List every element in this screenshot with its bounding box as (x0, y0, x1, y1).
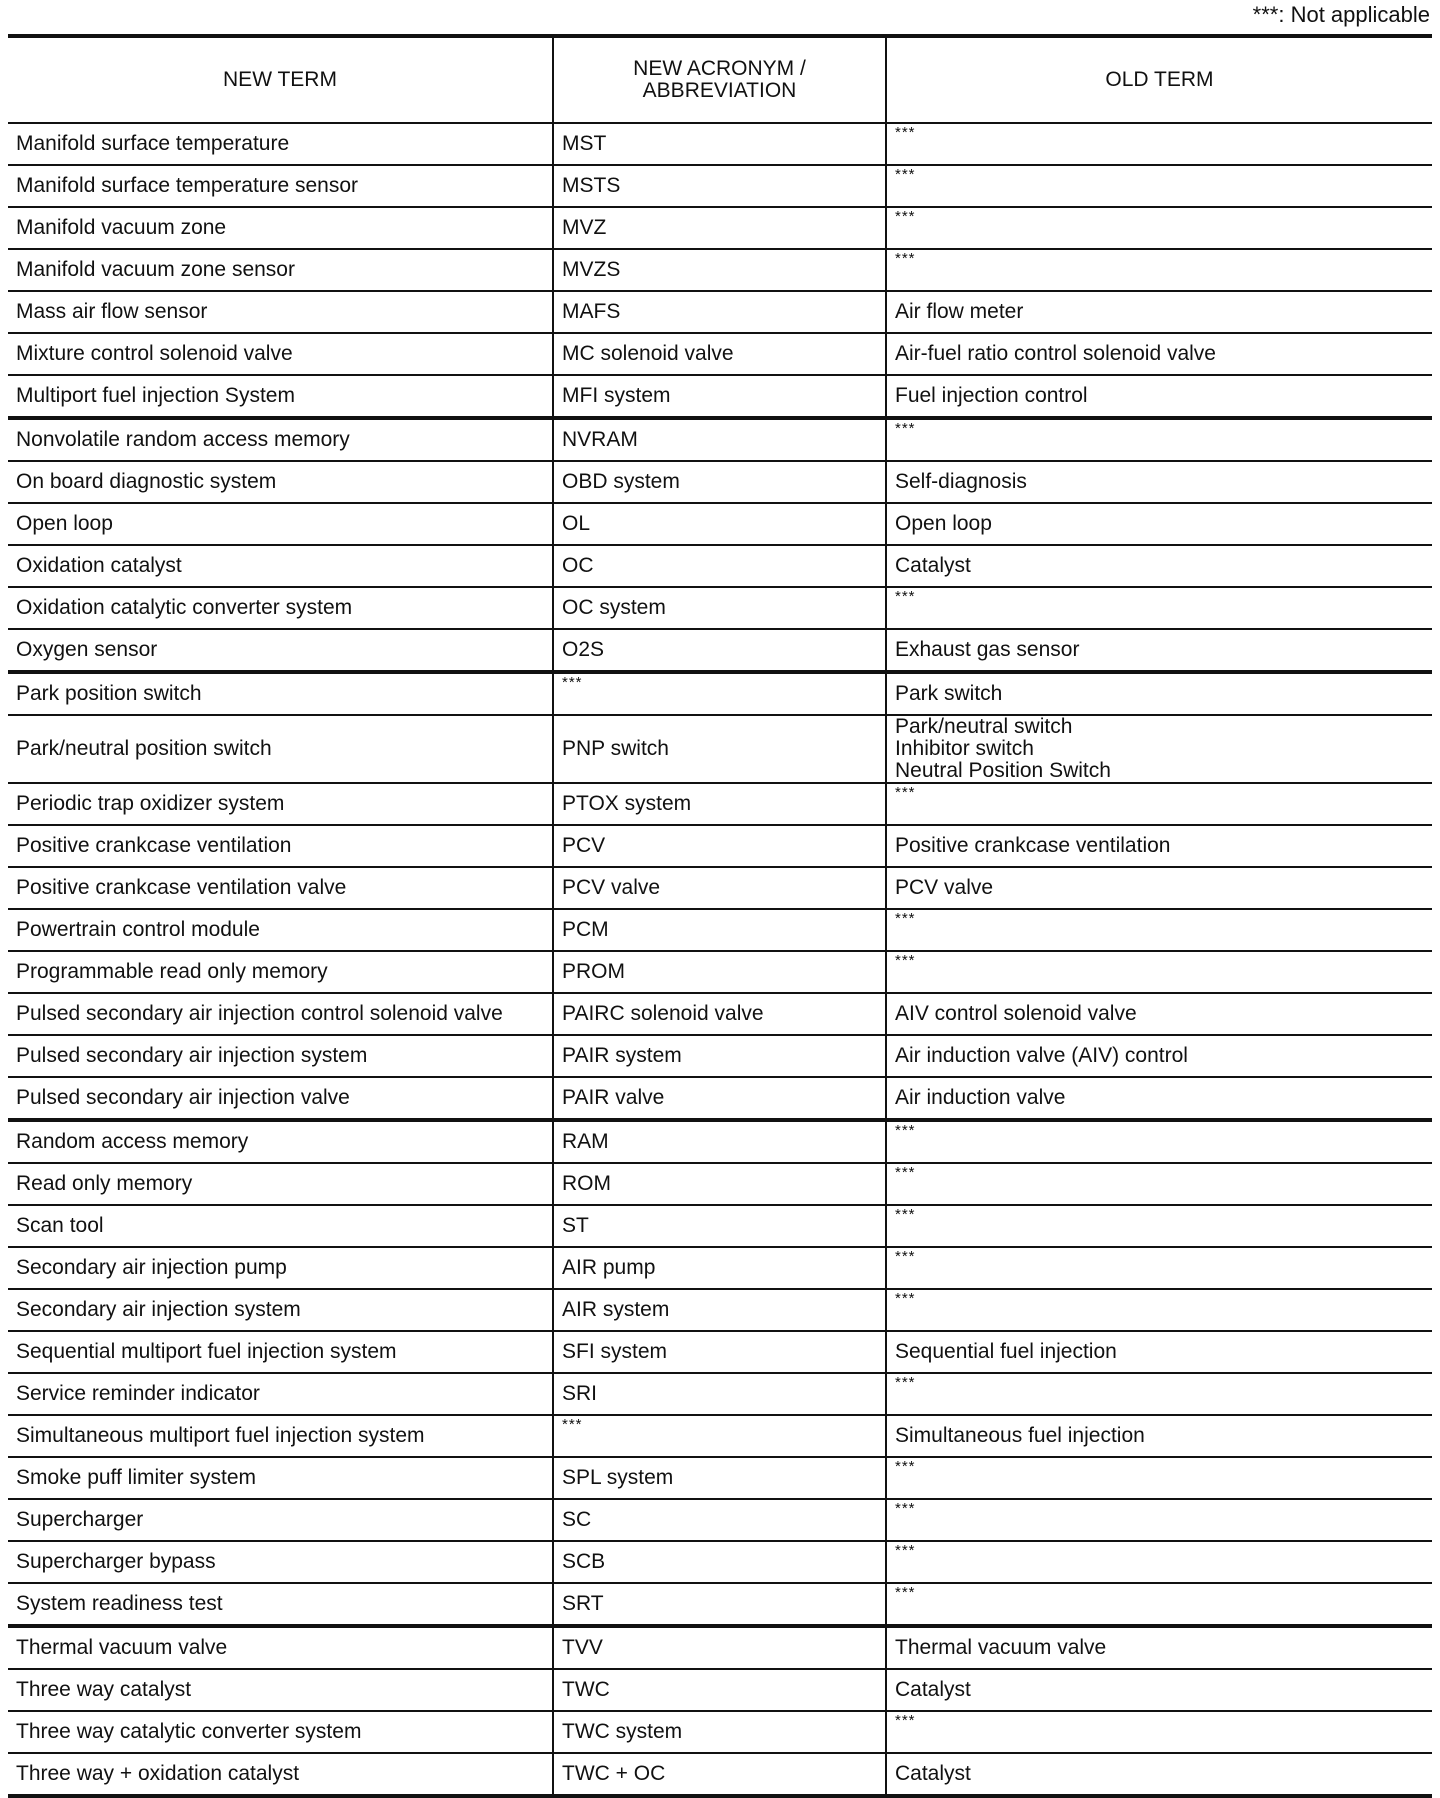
cell-text: TVV (562, 1636, 603, 1659)
acronym-cell (553, 333, 886, 375)
old-term-cell (886, 783, 1432, 825)
new-term-cell (8, 1457, 553, 1499)
acronym-cell (553, 123, 886, 165)
new-term-cell (8, 1077, 553, 1120)
cell-text: PNP switch (562, 737, 669, 760)
cell-text: SC (562, 1508, 592, 1531)
old-term-cell (886, 825, 1432, 867)
table-row (8, 1247, 1432, 1289)
new-term-cell (8, 1163, 553, 1205)
cell-text: Read only memory (16, 1172, 193, 1195)
cell-text: On board diagnostic system (16, 470, 277, 493)
old-term-cell (886, 587, 1432, 629)
old-term-cell (886, 672, 1432, 715)
table-row (8, 951, 1432, 993)
old-term-cell (886, 909, 1432, 951)
table-row (8, 909, 1432, 951)
not-applicable-mark: *** (895, 1164, 916, 1181)
table-row (8, 1331, 1432, 1373)
cell-text: Catalyst (895, 1678, 971, 1701)
cell-text: Open loop (16, 512, 113, 535)
new-term-cell (8, 291, 553, 333)
new-term-cell (8, 333, 553, 375)
acronym-cell (553, 951, 886, 993)
cell-text: Pulsed secondary air injection valve (16, 1086, 350, 1109)
table-row (8, 461, 1432, 503)
old-term-cell (886, 375, 1432, 418)
table-row (8, 291, 1432, 333)
acronym-cell (553, 629, 886, 672)
new-term-cell (8, 1499, 553, 1541)
cell-text: MST (562, 132, 607, 155)
cell-text: Thermal vacuum valve (16, 1636, 228, 1659)
acronym-cell (553, 1289, 886, 1331)
cell-text: System readiness test (16, 1592, 223, 1615)
acronym-cell (553, 1163, 886, 1205)
cell-text: Smoke puff limiter system (16, 1466, 257, 1489)
table-row (8, 1669, 1432, 1711)
acronym-cell (553, 867, 886, 909)
cell-text: AIR pump (562, 1256, 656, 1279)
acronym-cell (553, 1626, 886, 1669)
not-applicable-mark: *** (895, 420, 916, 437)
not-applicable-mark: *** (895, 784, 916, 801)
not-applicable-mark: *** (895, 1374, 916, 1391)
terminology-table (8, 34, 1432, 1798)
table-row (8, 123, 1432, 165)
cell-text: Service reminder indicator (16, 1382, 260, 1405)
header-acronym-line1: NEW ACRONYM / (633, 57, 806, 80)
new-term-cell (8, 867, 553, 909)
cell-text: OC system (562, 596, 666, 619)
cell-text: SCB (562, 1550, 606, 1573)
old-term-cell (886, 291, 1432, 333)
cell-text: Scan tool (16, 1214, 104, 1237)
table-row (8, 1541, 1432, 1583)
table-row (8, 503, 1432, 545)
table-row (8, 165, 1432, 207)
table-row (8, 375, 1432, 418)
old-term-cell (886, 1711, 1432, 1753)
cell-text: SFI system (562, 1340, 668, 1363)
table-row (8, 1583, 1432, 1626)
old-term-cell (886, 1035, 1432, 1077)
cell-text: MFI system (562, 384, 671, 407)
cell-text: OC (562, 554, 594, 577)
acronym-cell (553, 545, 886, 587)
not-applicable-mark: *** (895, 1248, 916, 1265)
new-term-cell (8, 545, 553, 587)
cell-text: Inhibitor switch (895, 737, 1034, 760)
old-term-cell (886, 1331, 1432, 1373)
cell-text: PCV valve (562, 876, 661, 899)
cell-text: Periodic trap oxidizer system (16, 792, 285, 815)
cell-text: TWC + OC (562, 1762, 666, 1785)
old-term-cell (886, 123, 1432, 165)
cell-text: PCV (562, 834, 606, 857)
table-row (8, 825, 1432, 867)
cell-text: Air flow meter (895, 300, 1024, 323)
not-applicable-mark: *** (895, 1584, 916, 1601)
cell-text: Three way catalytic converter system (16, 1720, 362, 1743)
acronym-cell (553, 1541, 886, 1583)
table-row (8, 629, 1432, 672)
not-applicable-mark: *** (895, 952, 916, 969)
cell-text: AIR system (562, 1298, 670, 1321)
table-row (8, 1163, 1432, 1205)
old-term-cell (886, 1541, 1432, 1583)
acronym-cell (553, 503, 886, 545)
cell-text: Positive crankcase ventilation (16, 834, 292, 857)
new-term-cell (8, 587, 553, 629)
cell-text: MVZ (562, 216, 607, 239)
table-row (8, 715, 1432, 783)
new-term-cell (8, 1415, 553, 1457)
cell-text: AIV control solenoid valve (895, 1002, 1137, 1025)
table-row (8, 1205, 1432, 1247)
acronym-cell (553, 249, 886, 291)
cell-text: NVRAM (562, 428, 638, 451)
not-applicable-mark: *** (895, 1500, 916, 1517)
cell-text: SRT (562, 1592, 604, 1615)
acronym-cell (553, 1753, 886, 1796)
cell-text: Pulsed secondary air injection system (16, 1044, 368, 1067)
acronym-cell (553, 1247, 886, 1289)
old-term-cell (886, 207, 1432, 249)
not-applicable-mark: *** (562, 674, 583, 691)
cell-text: Mixture control solenoid valve (16, 342, 293, 365)
new-term-cell (8, 165, 553, 207)
new-term-cell (8, 1669, 553, 1711)
cell-text: Thermal vacuum valve (895, 1636, 1107, 1659)
cell-text: MC solenoid valve (562, 342, 734, 365)
acronym-cell (553, 291, 886, 333)
cell-text: O2S (562, 638, 605, 661)
cell-text: Supercharger bypass (16, 1550, 216, 1573)
new-term-cell (8, 1541, 553, 1583)
cell-text: Oxygen sensor (16, 638, 158, 661)
old-term-cell (886, 629, 1432, 672)
table-row (8, 672, 1432, 715)
cell-text: Secondary air injection pump (16, 1256, 287, 1279)
cell-text: OBD system (562, 470, 680, 493)
acronym-cell (553, 1583, 886, 1626)
not-applicable-mark: *** (895, 250, 916, 267)
old-term-cell (886, 461, 1432, 503)
acronym-cell (553, 1457, 886, 1499)
old-term-cell (886, 867, 1432, 909)
new-term-cell (8, 715, 553, 783)
not-applicable-mark: *** (895, 588, 916, 605)
header-new-term: NEW TERM (8, 36, 553, 123)
old-term-cell (886, 1669, 1432, 1711)
table-row (8, 1711, 1432, 1753)
new-term-cell (8, 825, 553, 867)
not-applicable-mark: *** (895, 1542, 916, 1559)
cell-text: ST (562, 1214, 589, 1237)
old-term-cell (886, 249, 1432, 291)
cell-text: OL (562, 512, 591, 535)
old-term-cell (886, 1626, 1432, 1669)
cell-text: Sequential fuel injection (895, 1340, 1117, 1363)
old-term-cell (886, 1753, 1432, 1796)
cell-text: SRI (562, 1382, 598, 1405)
old-term-cell (886, 1163, 1432, 1205)
acronym-cell (553, 587, 886, 629)
acronym-cell (553, 1499, 886, 1541)
acronym-cell (553, 165, 886, 207)
new-term-cell (8, 1583, 553, 1626)
acronym-cell (553, 1415, 886, 1457)
new-term-cell (8, 1331, 553, 1373)
not-applicable-mark: *** (895, 1290, 916, 1307)
cell-text: PAIR system (562, 1044, 682, 1067)
new-term-cell (8, 993, 553, 1035)
old-term-cell (886, 1499, 1432, 1541)
acronym-cell (553, 418, 886, 461)
cell-text: PCM (562, 918, 609, 941)
cell-text: Park/neutral position switch (16, 737, 272, 760)
cell-text: Fuel injection control (895, 384, 1088, 407)
acronym-cell (553, 1669, 886, 1711)
cell-text: Exhaust gas sensor (895, 638, 1080, 661)
cell-text: Manifold surface temperature (16, 132, 290, 155)
old-term-cell (886, 1077, 1432, 1120)
cell-text: PTOX system (562, 792, 692, 815)
old-term-cell (886, 1289, 1432, 1331)
cell-text: Air induction valve (895, 1086, 1066, 1109)
table-body (8, 123, 1432, 1796)
cell-text: Supercharger (16, 1508, 144, 1531)
cell-text: Pulsed secondary air injection control solenoid valve (16, 1002, 503, 1025)
new-term-cell (8, 1205, 553, 1247)
table-row (8, 1077, 1432, 1120)
cell-text: TWC (562, 1678, 610, 1701)
old-term-cell (886, 1457, 1432, 1499)
new-term-cell (8, 951, 553, 993)
new-term-cell (8, 629, 553, 672)
new-term-cell (8, 1373, 553, 1415)
not-applicable-note: ***: Not applicable (1252, 2, 1430, 27)
cell-text: Catalyst (895, 1762, 971, 1785)
acronym-cell (553, 783, 886, 825)
table-row (8, 207, 1432, 249)
not-applicable-mark: *** (895, 208, 916, 225)
new-term-cell (8, 909, 553, 951)
cell-text: Programmable read only memory (16, 960, 328, 983)
table-row (8, 1373, 1432, 1415)
cell-text: Powertrain control module (16, 918, 260, 941)
cell-text: Open loop (895, 512, 992, 535)
cell-text: Neutral Position Switch (895, 759, 1111, 782)
table-row (8, 1289, 1432, 1331)
cell-text: Park switch (895, 682, 1003, 705)
new-term-cell (8, 1711, 553, 1753)
cell-text: MAFS (562, 300, 621, 323)
not-applicable-mark: *** (895, 1458, 916, 1475)
new-term-cell (8, 1247, 553, 1289)
acronym-cell (553, 1120, 886, 1163)
cell-text: TWC system (562, 1720, 683, 1743)
old-term-cell (886, 1120, 1432, 1163)
new-term-cell (8, 123, 553, 165)
table-row (8, 333, 1432, 375)
cell-text: MSTS (562, 174, 621, 197)
table-row (8, 1753, 1432, 1796)
new-term-cell (8, 375, 553, 418)
table-row (8, 1499, 1432, 1541)
cell-text: Simultaneous fuel injection (895, 1424, 1145, 1447)
cell-text: Park position switch (16, 682, 202, 705)
old-term-cell (886, 165, 1432, 207)
header-acronym-line2: ABBREVIATION (642, 79, 797, 102)
cell-text: SPL system (562, 1466, 674, 1489)
cell-text: Self-diagnosis (895, 470, 1027, 493)
cell-text: Manifold surface temperature sensor (16, 174, 358, 197)
acronym-cell (553, 207, 886, 249)
not-applicable-mark: *** (895, 124, 916, 141)
cell-text: PAIRC solenoid valve (562, 1002, 764, 1025)
old-term-cell (886, 1373, 1432, 1415)
cell-text: PAIR valve (562, 1086, 665, 1109)
header-new-acronym (553, 36, 886, 123)
acronym-cell (553, 909, 886, 951)
table-row (8, 1120, 1432, 1163)
cell-text: Three way + oxidation catalyst (16, 1762, 300, 1785)
old-term-cell (886, 545, 1432, 587)
table-row (8, 249, 1432, 291)
table-header-row (8, 36, 1432, 123)
cell-text: Air induction valve (AIV) control (895, 1044, 1188, 1067)
header-old-term: OLD TERM (886, 36, 1432, 123)
cell-text: Positive crankcase ventilation valve (16, 876, 347, 899)
acronym-cell (553, 993, 886, 1035)
old-term-cell (886, 418, 1432, 461)
table-row (8, 545, 1432, 587)
cell-text: Positive crankcase ventilation (895, 834, 1171, 857)
not-applicable-mark: *** (895, 1122, 916, 1139)
acronym-cell (553, 1077, 886, 1120)
acronym-cell (553, 461, 886, 503)
acronym-cell (553, 1373, 886, 1415)
new-term-cell (8, 1035, 553, 1077)
table-row (8, 783, 1432, 825)
acronym-cell (553, 1331, 886, 1373)
new-term-cell (8, 783, 553, 825)
cell-text: Mass air flow sensor (16, 300, 208, 323)
acronym-cell (553, 1035, 886, 1077)
cell-text: Oxidation catalytic converter system (16, 596, 353, 619)
table-row (8, 1457, 1432, 1499)
cell-text: Park/neutral switch (895, 715, 1073, 738)
old-term-cell (886, 951, 1432, 993)
not-applicable-mark: *** (895, 1206, 916, 1223)
new-term-cell (8, 418, 553, 461)
acronym-cell (553, 715, 886, 783)
new-term-cell (8, 1289, 553, 1331)
table-row (8, 1415, 1432, 1457)
cell-text: Simultaneous multiport fuel injection system (16, 1424, 425, 1447)
new-term-cell (8, 672, 553, 715)
new-term-cell (8, 1626, 553, 1669)
cell-text: Manifold vacuum zone (16, 216, 227, 239)
not-applicable-mark: *** (895, 166, 916, 183)
acronym-cell (553, 672, 886, 715)
cell-text: Oxidation catalyst (16, 554, 182, 577)
old-term-cell (886, 333, 1432, 375)
old-term-cell (886, 993, 1432, 1035)
cell-text: Catalyst (895, 554, 971, 577)
table-row (8, 587, 1432, 629)
old-term-cell (886, 715, 1432, 783)
new-term-cell (8, 461, 553, 503)
new-term-cell (8, 249, 553, 291)
cell-text: PROM (562, 960, 625, 983)
old-term-cell (886, 1247, 1432, 1289)
old-term-cell (886, 1205, 1432, 1247)
old-term-cell (886, 1583, 1432, 1626)
new-term-cell (8, 1120, 553, 1163)
table-row (8, 1626, 1432, 1669)
acronym-cell (553, 375, 886, 418)
acronym-cell (553, 825, 886, 867)
acronym-cell (553, 1711, 886, 1753)
old-term-cell (886, 1415, 1432, 1457)
cell-text: RAM (562, 1130, 609, 1153)
new-term-cell (8, 1753, 553, 1796)
table-row (8, 418, 1432, 461)
not-applicable-mark: *** (895, 1712, 916, 1729)
table-row (8, 993, 1432, 1035)
not-applicable-mark: *** (562, 1416, 583, 1433)
cell-text: Secondary air injection system (16, 1298, 301, 1321)
cell-text: Sequential multiport fuel injection system (16, 1340, 397, 1363)
acronym-cell (553, 1205, 886, 1247)
cell-text: Three way catalyst (16, 1678, 192, 1701)
cell-text: MVZS (562, 258, 621, 281)
cell-text: PCV valve (895, 876, 994, 899)
new-term-cell (8, 207, 553, 249)
cell-text: Manifold vacuum zone sensor (16, 258, 295, 281)
cell-text: Air-fuel ratio control solenoid valve (895, 342, 1216, 365)
cell-text: Nonvolatile random access memory (16, 428, 350, 451)
table-row (8, 867, 1432, 909)
new-term-cell (8, 503, 553, 545)
not-applicable-mark: *** (895, 910, 916, 927)
table-row (8, 1035, 1432, 1077)
old-term-cell (886, 503, 1432, 545)
cell-text: Multiport fuel injection System (16, 384, 295, 407)
cell-text: Random access memory (16, 1130, 249, 1153)
cell-text: ROM (562, 1172, 611, 1195)
